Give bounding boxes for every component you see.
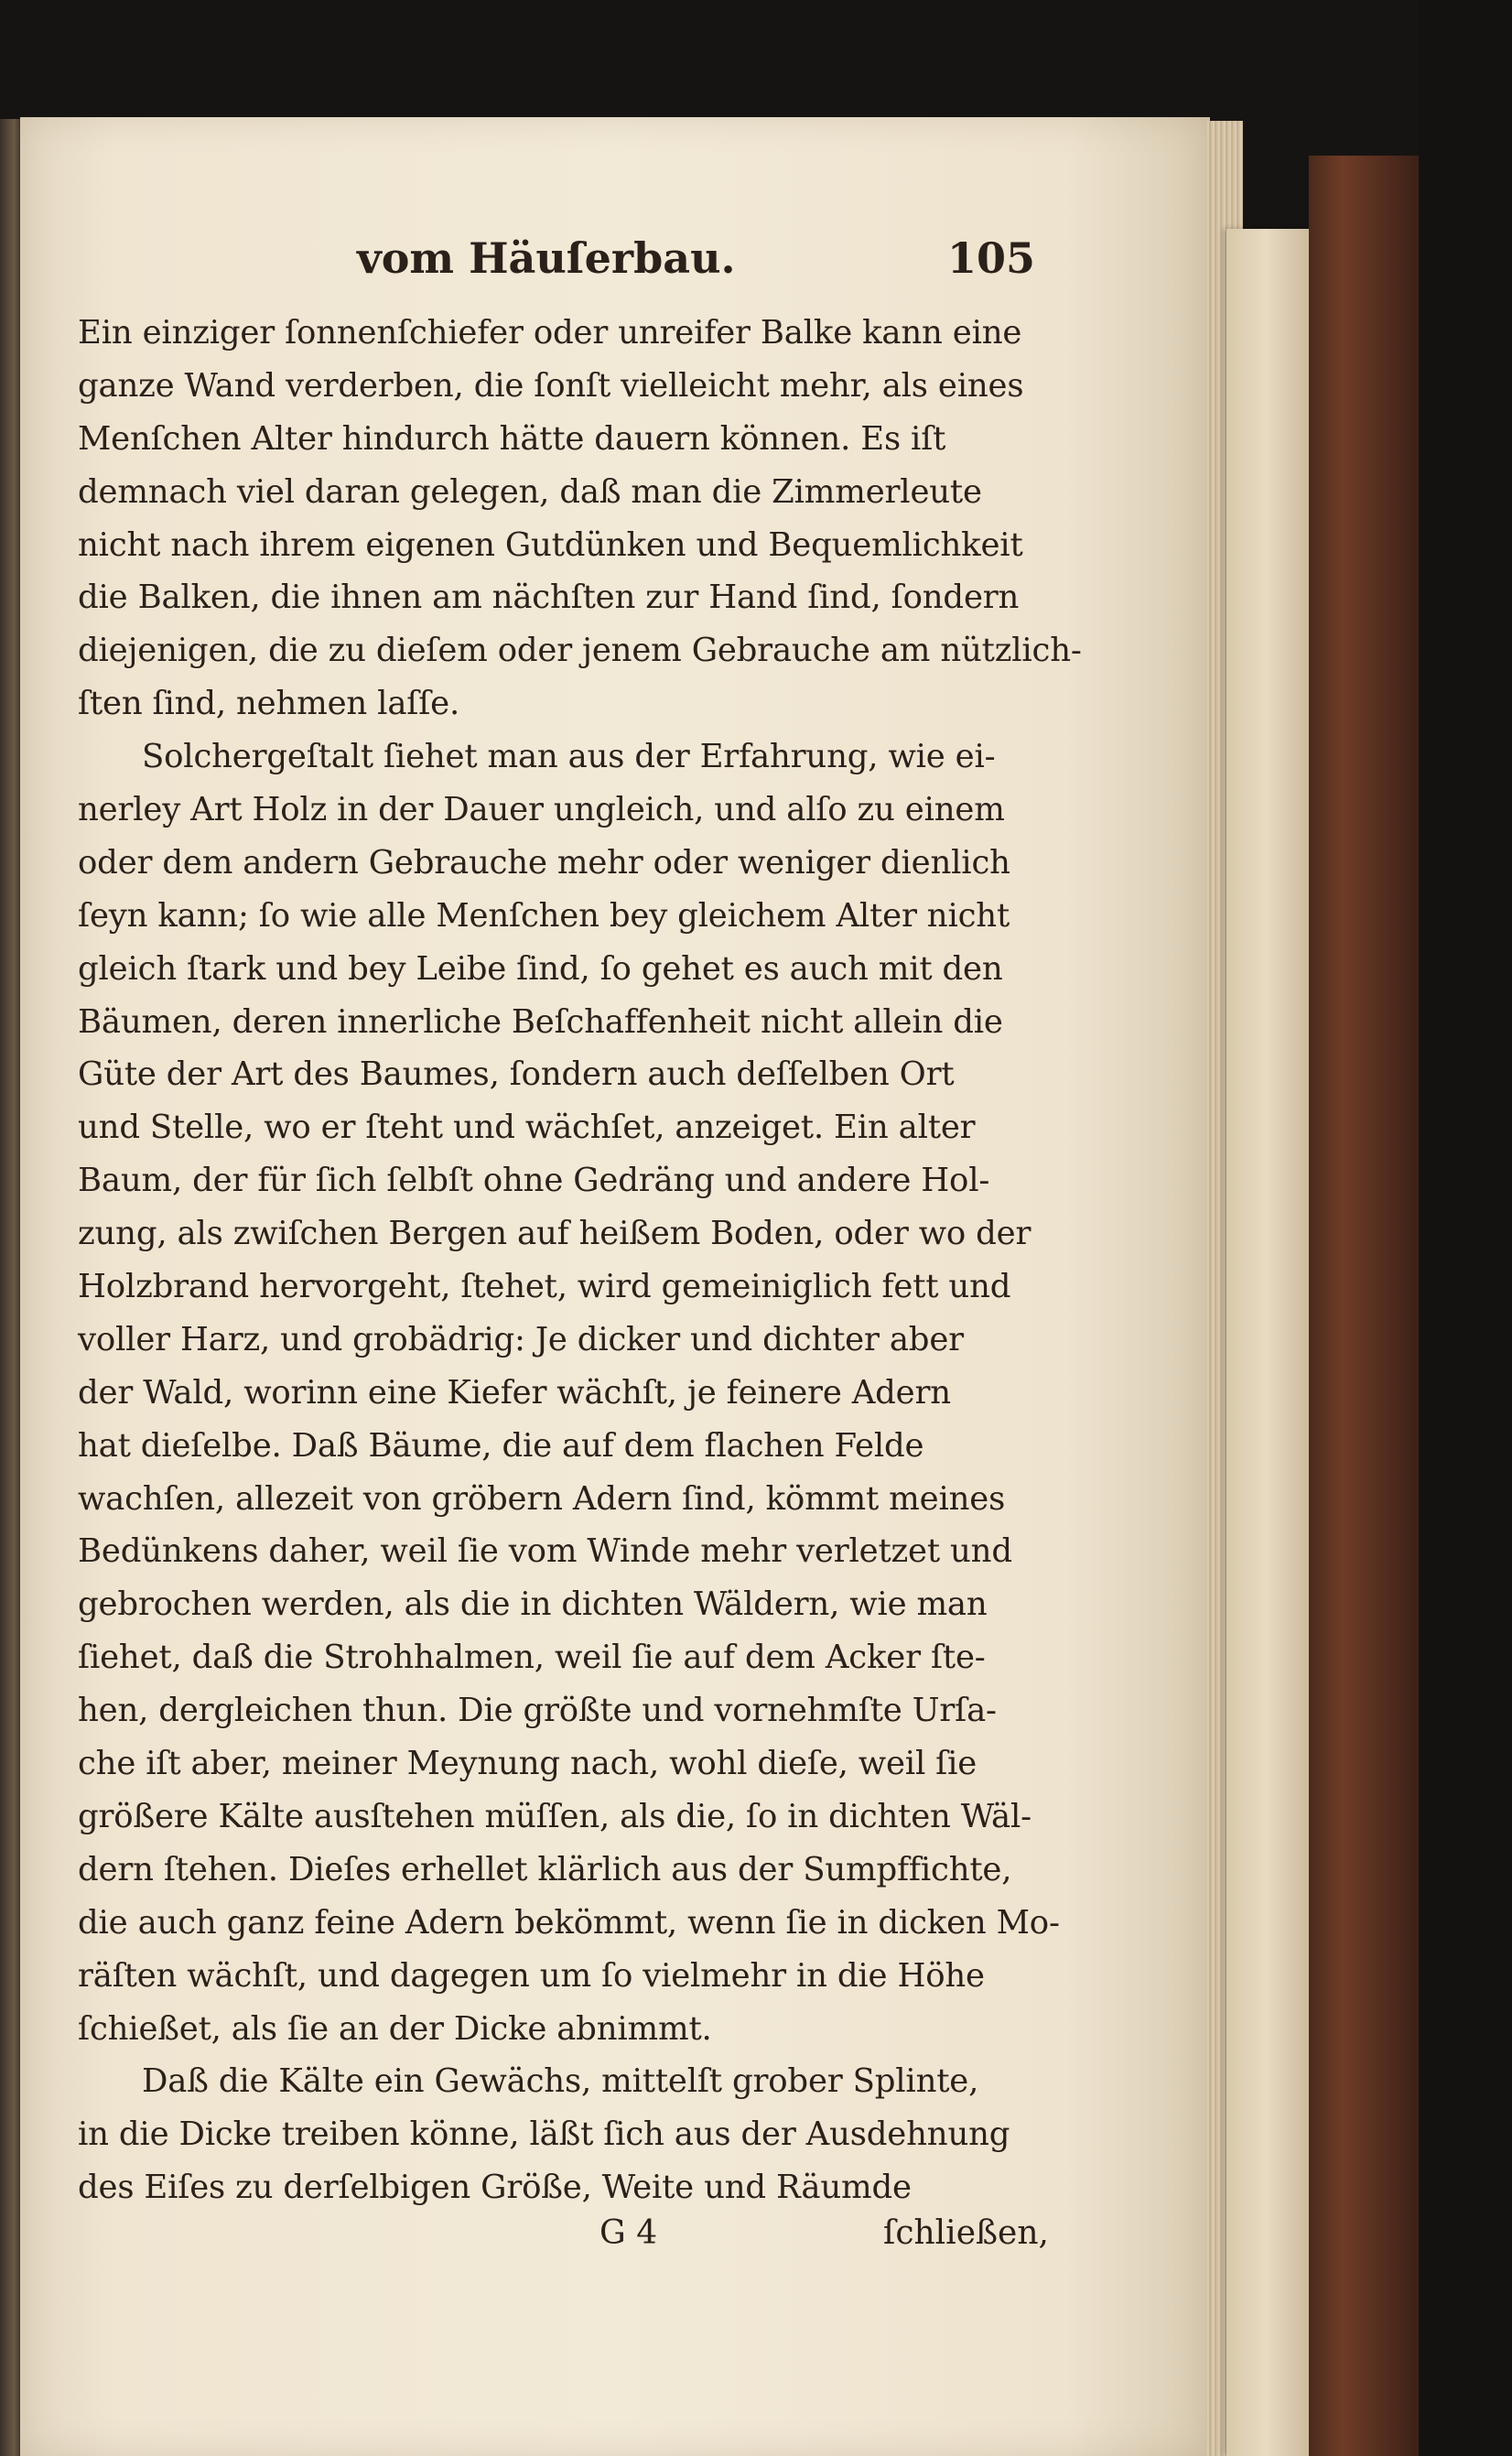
signature-mark: G 4 [599, 2214, 658, 2253]
text-line: gebrochen werden, als die in dichten Wäldern, wie man [78, 1585, 988, 1624]
paragraph-start-line: Daß die Kälte ein Gewächs, mittelſt grober Splinte, [142, 2062, 979, 2101]
text-line: ſten ſind, nehmen laſſe. [78, 685, 460, 723]
text-line: hen, dergleichen thun. Die größte und vornehmſte Urſa- [78, 1692, 997, 1730]
page-text [78, 233, 1082, 2267]
text-line: Ein einziger ſonnenſchiefer oder unreifer Balke kann eine [78, 314, 1022, 352]
text-line: räſten wächſt, und dagegen um ſo vielmehr in die Höhe [78, 1956, 985, 1995]
text-line: che iſt aber, meiner Meynung nach, wohl dieſe, weil ſie [78, 1745, 977, 1783]
paragraph-start-line: Solchergeſtalt ſiehet man aus der Erfahrung, wie ei- [142, 738, 996, 776]
body-text [78, 307, 1082, 2214]
text-line: größere Kälte ausſtehen müſſen, als die, ſo in dichten Wäl- [78, 1797, 1031, 1835]
text-line: ſiehet, daß die Strohhalmen, weil ſie auf dem Acker ſte- [78, 1639, 986, 1677]
text-line: Baum, der für ſich ſelbſt ohne Gedräng und andere Hol- [78, 1162, 990, 1200]
text-line: ſeyn kann; ſo wie alle Menſchen bey gleichem Alter nicht [78, 896, 1010, 935]
text-line: gleich ſtark und bey Leibe ſind, ſo gehet es auch mit den [78, 949, 1003, 988]
text-line: die auch ganz feine Adern bekömmt, wenn ſie in dicken Mo- [78, 1903, 1060, 1942]
text-line: demnach viel daran gelegen, daß man die Zimmerleute [78, 472, 982, 511]
text-line: die Balken, die ihnen am nächſten zur Hand ſind, ſondern [78, 579, 1020, 617]
text-line: nerley Art Holz in der Dauer ungleich, und alſo zu einem [78, 791, 1005, 829]
text-line: ſchießet, als ſie an der Dicke abnimmt. [78, 2009, 712, 2048]
page-footer [78, 2214, 1066, 2267]
leather-cover [1309, 156, 1419, 2456]
text-line: und Stelle, wo er ſteht und wächſet, anzeiget. Ein alter [78, 1109, 976, 1147]
text-line: zung, als zwiſchen Bergen auf heißem Boden, oder wo der [78, 1215, 1031, 1253]
text-line: nicht nach ihrem eigenen Gutdünken und Bequemlichkeit [78, 525, 1023, 564]
text-line: Güte der Art des Baumes, ſondern auch deſſelben Ort [78, 1055, 955, 1094]
text-line: Menſchen Alter hindurch hätte dauern können. Es iſt [78, 419, 946, 458]
text-line: in die Dicke treiben könne, läßt ſich aus der Ausdehnung [78, 2115, 1010, 2154]
background-shadow [1419, 0, 1512, 2456]
text-line: dern ſtehen. Dieſes erhellet klärlich aus der Sumpffichte, [78, 1850, 1012, 1888]
text-line: voller Harz, und grobädrig: Je dicker und dichter aber [78, 1320, 964, 1358]
running-title: vom Häuſerbau. [357, 233, 736, 283]
inserted-paper-strip [1226, 229, 1313, 2456]
catchword: ſchließen, [883, 2214, 1049, 2253]
text-line: Holzbrand hervorgeht, ſtehet, wird gemeiniglich fett und [78, 1268, 1011, 1306]
text-line: des Eiſes zu derſelbigen Größe, Weite und Räumde [78, 2169, 912, 2207]
text-line: oder dem andern Gebrauche mehr oder weniger dienlich [78, 843, 1010, 882]
text-line: Bäumen, deren innerliche Beſchaffenheit nicht allein die [78, 1002, 1003, 1041]
text-line: diejenigen, die zu dieſem oder jenem Gebrauche am nützlich- [78, 632, 1082, 670]
text-line: hat dieſelbe. Daß Bäume, die auf dem flachen Felde [78, 1426, 924, 1465]
text-line: der Wald, worinn eine Kiefer wächſt, je feinere Adern [78, 1373, 951, 1412]
running-head [78, 233, 1066, 307]
text-line: ganze Wand verderben, die ſonſt vielleicht mehr, als eines [78, 366, 1024, 405]
page-number: 105 [947, 233, 1036, 283]
text-line: Bedünkens daher, weil ſie vom Winde mehr verletzet und [78, 1532, 1012, 1571]
text-line: wachſen, allezeit von gröbern Adern ſind, kömmt meines [78, 1479, 1006, 1518]
